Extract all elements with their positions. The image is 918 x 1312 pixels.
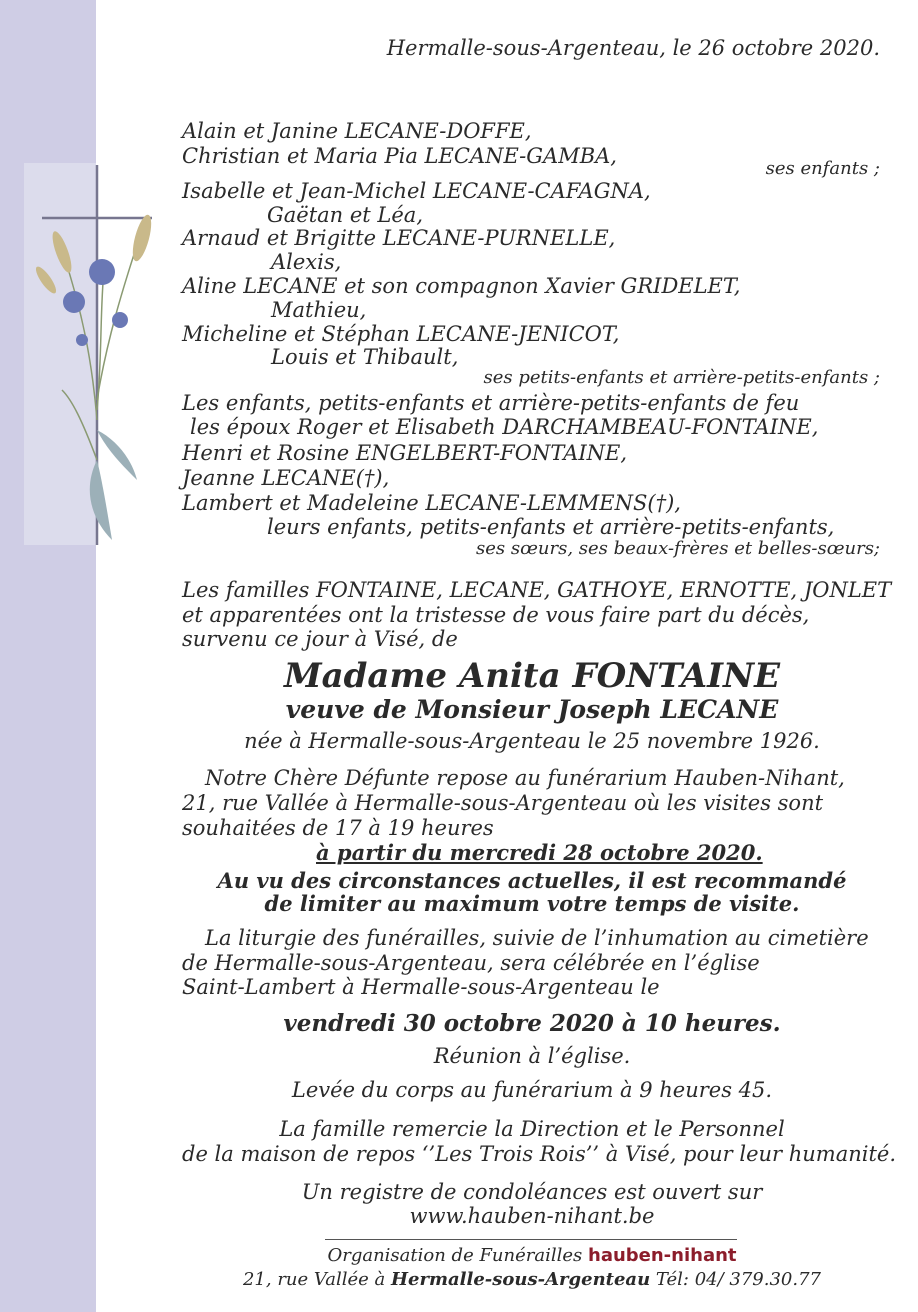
funeral-levee: Levée du corps au funérarium à 9 heures 45.: [291, 1078, 773, 1102]
footer-org-prefix: Organisation de Funérailles: [327, 1245, 583, 1266]
grandchild-line: Gaëtan et Léa,: [267, 203, 423, 227]
register-url[interactable]: www.hauben-nihant.be: [409, 1204, 655, 1228]
funeral-line: Saint-Lambert à Hermalle-sous-Argenteau le: [182, 975, 660, 999]
footer-organisation: [182, 1245, 882, 1267]
funeral-date: vendredi 30 octobre 2020 à 10 heures.: [283, 1010, 781, 1037]
children-label: ses enfants ;: [765, 158, 880, 179]
footer-address: [182, 1269, 882, 1291]
sibling-line: Lambert et Madeleine LECANE-LEMMENS(†),: [182, 491, 681, 515]
funeral-meeting: Réunion à l’église.: [433, 1044, 631, 1068]
announce-line: Les familles FONTAINE, LECANE, GATHOYE, ERNOTTE, JONLET: [182, 578, 892, 602]
footer-address-prefix: 21, rue Vallée à: [242, 1269, 386, 1290]
grandchild-line: Micheline et Stéphan LECANE-JENICOT,: [182, 322, 620, 346]
cross-flowers-icon: [22, 160, 167, 550]
child-line: Alain et Janine LECANE-DOFFE,: [182, 119, 532, 143]
sibling-line: Les enfants, petits-enfants et arrière-petits-enfants de feu: [182, 391, 800, 415]
sibling-line: les époux Roger et Elisabeth DARCHAMBEAU-FONTAINE,: [190, 415, 819, 439]
visit-line: souhaitées de 17 à 19 heures: [182, 816, 494, 840]
funeral-line: La liturgie des funérailles, suivie de l’inhumation au cimetière: [205, 926, 869, 950]
siblings-label: ses sœurs, ses beaux-frères et belles-sœurs;: [476, 538, 880, 559]
child-line: Christian et Maria Pia LECANE-GAMBA,: [182, 144, 617, 168]
footer-phone: Tél: 04/ 379.30.77: [655, 1269, 822, 1290]
grandchild-line: Aline LECANE et son compagnon Xavier GRIDELET,: [182, 274, 741, 298]
visit-from-date: à partir du mercredi 28 octobre 2020.: [316, 840, 763, 865]
grandchild-line: Isabelle et Jean-Michel LECANE-CAFAGNA,: [182, 179, 651, 203]
grandchild-line: Mathieu,: [271, 298, 367, 322]
footer-divider: [325, 1239, 737, 1240]
grandchild-line: Arnaud et Brigitte LECANE-PURNELLE,: [182, 226, 616, 250]
deceased-born: née à Hermalle-sous-Argenteau le 25 novembre 1926.: [244, 729, 820, 753]
grandchild-line: Louis et Thibault,: [271, 345, 459, 369]
grandchildren-label: ses petits-enfants et arrière-petits-enfants ;: [483, 367, 880, 388]
grandchild-line: Alexis,: [271, 250, 342, 274]
announce-line: et apparentées ont la tristesse de vous faire part du décès,: [182, 603, 810, 627]
visit-line: 21, rue Vallée à Hermalle-sous-Argenteau où les visites sont: [182, 791, 824, 815]
thanks-line: La famille remercie la Direction et le Personnel: [279, 1117, 785, 1141]
sibling-line: Henri et Rosine ENGELBERT-FONTAINE,: [182, 441, 628, 465]
visit-notice: Au vu des circonstances actuelles, il est recommandé: [217, 868, 847, 893]
footer-address-city: Hermalle-sous-Argenteau: [391, 1269, 651, 1290]
funeral-line: de Hermalle-sous-Argenteau, sera célébrée en l’église: [182, 951, 760, 975]
thanks-line: de la maison de repos ‘’Les Trois Rois’’ à Visé, pour leur humanité.: [182, 1142, 897, 1166]
visit-notice: de limiter au maximum votre temps de visite.: [264, 891, 800, 916]
announce-line: survenu ce jour à Visé, de: [182, 627, 458, 651]
register-line: Un registre de condoléances est ouvert sur: [301, 1180, 763, 1204]
sibling-line: leurs enfants, petits-enfants et arrière-petits-enfants,: [267, 515, 835, 539]
place-date: Hermalle-sous-Argenteau, le 26 octobre 2020.: [386, 36, 880, 60]
brand-logo: hauben-nihant: [588, 1245, 737, 1266]
sibling-line: Jeanne LECANE(†),: [182, 466, 390, 490]
deceased-widow: veuve de Monsieur Joseph LECANE: [285, 695, 779, 724]
deceased-name: Madame Anita FONTAINE: [283, 656, 781, 696]
visit-line: Notre Chère Défunte repose au funérarium Hauben-Nihant,: [205, 766, 845, 790]
